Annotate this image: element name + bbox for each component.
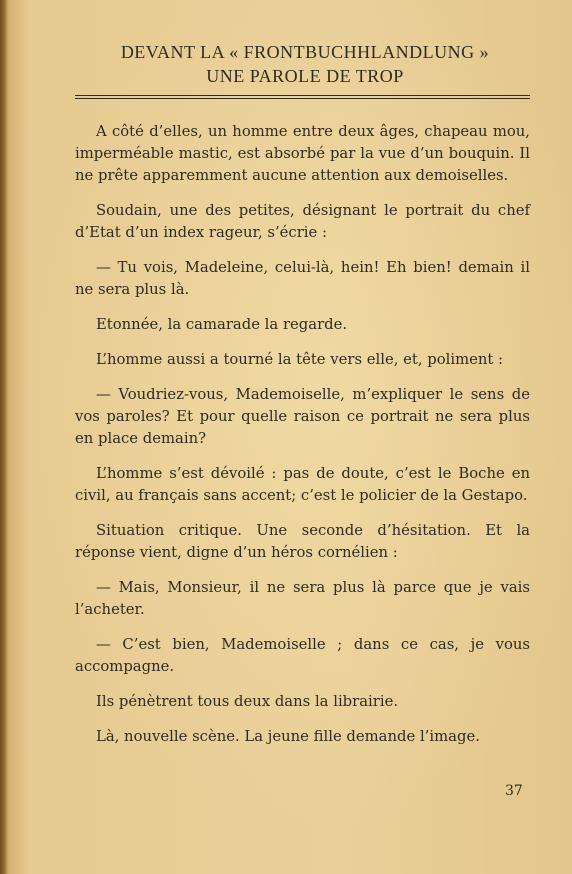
paragraph: Là, nouvelle scène. La jeune fille demande l’image.: [96, 728, 480, 745]
paragraph: Soudain, une des petites, désignant le portrait du chef d’Etat d’un index rageur, s’écrie :: [75, 202, 530, 241]
paragraph: — Tu vois, Madeleine, celui-là, hein! Eh bien! demain il ne sera plus là.: [75, 259, 530, 298]
header-rule: [75, 95, 530, 96]
paragraph: — C’est bien, Mademoiselle ; dans ce cas, je vous accompagne.: [75, 636, 530, 675]
paragraph: Ils pénètrent tous deux dans la librairie.: [96, 693, 399, 710]
book-spine-shadow: [0, 0, 8, 874]
page-content: [75, 40, 530, 761]
chapter-header: [80, 40, 530, 88]
body-text: [75, 121, 530, 748]
chapter-title-line1: DEVANT LA « FRONTBUCHHLANDLUNG »: [120, 42, 490, 62]
chapter-title-line2: UNE PAROLE DE TROP: [206, 66, 404, 86]
paragraph: A côté d’elles, un homme entre deux âges, chapeau mou, imperméable mastic, est absorbé par la vue d’un bouquin. Il ne prête apparemment aucune attention aux demoiselles.: [75, 123, 530, 184]
paragraph: L’homme aussi a tourné la tête vers elle, et, poliment :: [96, 351, 504, 368]
paragraph: Situation critique. Une seconde d’hésitation. Et la réponse vient, digne d’un héros cornélien :: [75, 522, 530, 561]
paragraph: — Mais, Monsieur, il ne sera plus là parce que je vais l’acheter.: [75, 579, 530, 618]
page-number: 37: [505, 783, 523, 799]
header-rule-thin: [75, 98, 530, 99]
paragraph: L’homme s’est dévoilé : pas de doute, c’est le Boche en civil, au français sans accent; c’est le policier de la Gestapo.: [75, 465, 530, 504]
paragraph: — Voudriez-vous, Mademoiselle, m’expliquer le sens de vos paroles? Et pour quelle raison ce portrait ne sera plus en place demain?: [75, 386, 530, 447]
paragraph: Etonnée, la camarade la regarde.: [96, 316, 348, 333]
